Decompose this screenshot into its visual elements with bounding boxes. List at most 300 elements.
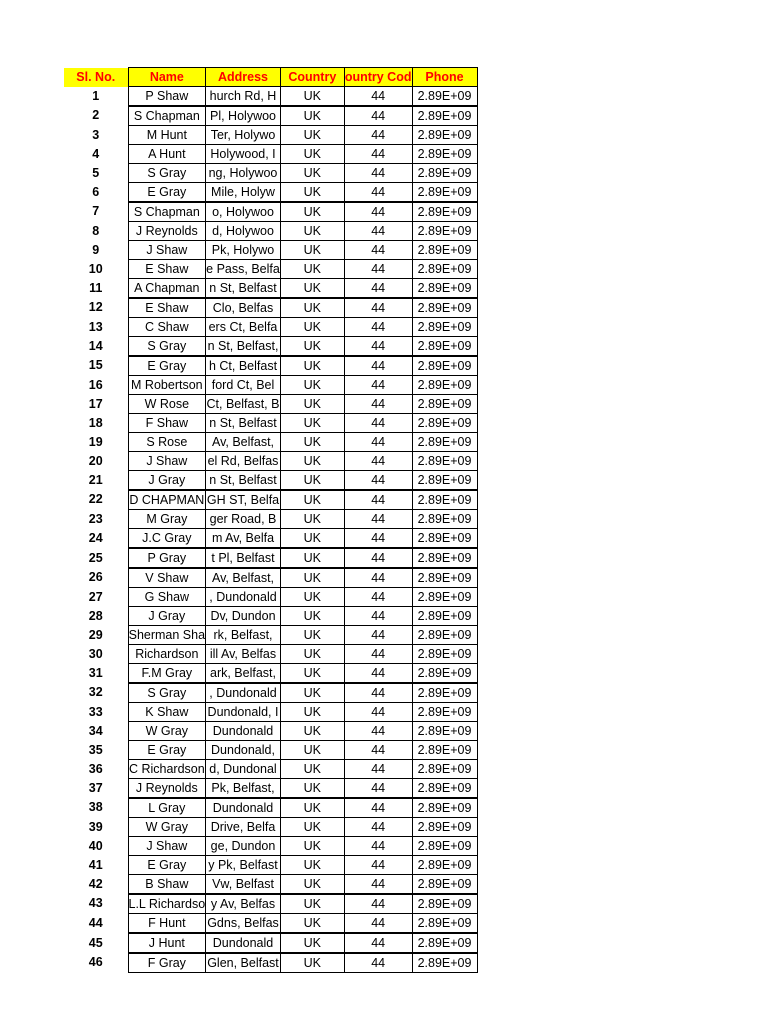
- cell-address[interactable]: [206, 875, 281, 895]
- cell-country-code[interactable]: [344, 626, 412, 645]
- cell-country-code[interactable]: [344, 548, 412, 568]
- cell-phone[interactable]: [412, 953, 477, 973]
- cell-country-code[interactable]: [344, 183, 412, 203]
- row-sl-no[interactable]: [64, 568, 128, 588]
- cell-country-code[interactable]: [344, 471, 412, 491]
- row-sl-no-text: 21: [88, 472, 103, 487]
- row-sl-no[interactable]: [64, 818, 128, 837]
- cell-name[interactable]: [128, 183, 206, 203]
- row-sl-no-text: 1: [92, 88, 100, 103]
- cell-country[interactable]: [280, 279, 344, 299]
- cell-name[interactable]: [128, 664, 206, 684]
- cell-country[interactable]: [280, 356, 344, 376]
- cell-address[interactable]: [206, 376, 281, 395]
- cell-phone[interactable]: [412, 452, 477, 471]
- cell-address[interactable]: [206, 664, 281, 684]
- cell-phone[interactable]: [412, 433, 477, 452]
- cell-name[interactable]: [128, 798, 206, 818]
- cell-country-code[interactable]: [344, 588, 412, 607]
- cell-country-code[interactable]: [344, 279, 412, 299]
- row-sl-no[interactable]: [64, 164, 128, 183]
- cell-name[interactable]: [128, 452, 206, 471]
- cell-phone[interactable]: [412, 933, 477, 953]
- cell-country[interactable]: [280, 779, 344, 799]
- cell-name[interactable]: [128, 933, 206, 953]
- cell-address[interactable]: [206, 164, 281, 183]
- header-country-code[interactable]: [344, 68, 412, 87]
- cell-name[interactable]: [128, 241, 206, 260]
- cell-address[interactable]: [206, 529, 281, 549]
- cell-name[interactable]: [128, 953, 206, 973]
- row-sl-no[interactable]: [64, 664, 128, 684]
- cell-phone[interactable]: [412, 664, 477, 684]
- row-sl-no[interactable]: [64, 414, 128, 433]
- cell-country-code[interactable]: [344, 914, 412, 934]
- cell-country-code[interactable]: [344, 510, 412, 529]
- row-sl-no[interactable]: [64, 933, 128, 953]
- cell-country-code[interactable]: [344, 683, 412, 703]
- cell-phone[interactable]: [412, 510, 477, 529]
- cell-phone[interactable]: [412, 395, 477, 414]
- cell-country-code[interactable]: [344, 664, 412, 684]
- header-sl-no[interactable]: Sl. No.: [64, 68, 128, 87]
- row-sl-no[interactable]: [64, 779, 128, 799]
- cell-phone[interactable]: [412, 183, 477, 203]
- cell-country-code[interactable]: [344, 395, 412, 414]
- cell-address[interactable]: [206, 818, 281, 837]
- cell-name[interactable]: [128, 645, 206, 664]
- cell-country-code[interactable]: [344, 933, 412, 953]
- cell-name[interactable]: [128, 356, 206, 376]
- row-sl-no[interactable]: [64, 241, 128, 260]
- cell-name[interactable]: [128, 779, 206, 799]
- row-sl-no-text: 13: [88, 319, 103, 334]
- row-sl-no[interactable]: [64, 202, 128, 222]
- cell-country-code[interactable]: [344, 722, 412, 741]
- cell-address[interactable]: [206, 414, 281, 433]
- cell-country[interactable]: [280, 318, 344, 337]
- cell-phone[interactable]: [412, 529, 477, 549]
- cell-address[interactable]: [206, 202, 281, 222]
- cell-phone[interactable]: [412, 548, 477, 568]
- cell-country-code[interactable]: [344, 260, 412, 279]
- row-sl-no[interactable]: [64, 875, 128, 895]
- cell-country[interactable]: [280, 126, 344, 145]
- cell-phone[interactable]: [412, 645, 477, 664]
- cell-phone[interactable]: [412, 376, 477, 395]
- cell-name[interactable]: [128, 875, 206, 895]
- cell-country[interactable]: [280, 664, 344, 684]
- row-sl-no-text: 40: [88, 838, 103, 853]
- cell-country-code[interactable]: [344, 376, 412, 395]
- row-sl-no-text: 37: [88, 780, 103, 795]
- cell-country[interactable]: [280, 588, 344, 607]
- cell-country[interactable]: [280, 164, 344, 183]
- cell-phone[interactable]: [412, 126, 477, 145]
- cell-phone[interactable]: [412, 318, 477, 337]
- row-sl-no[interactable]: [64, 548, 128, 568]
- cell-phone[interactable]: [412, 760, 477, 779]
- cell-phone[interactable]: [412, 356, 477, 376]
- row-sl-no[interactable]: [64, 337, 128, 357]
- cell-phone[interactable]: [412, 337, 477, 357]
- cell-name[interactable]: [128, 741, 206, 760]
- cell-phone[interactable]: [412, 260, 477, 279]
- cell-name[interactable]: [128, 433, 206, 452]
- row-sl-no[interactable]: [64, 588, 128, 607]
- cell-address[interactable]: [206, 395, 281, 414]
- cell-address[interactable]: [206, 683, 281, 703]
- cell-country[interactable]: [280, 645, 344, 664]
- cell-address[interactable]: [206, 337, 281, 357]
- cell-name[interactable]: [128, 588, 206, 607]
- cell-phone[interactable]: [412, 241, 477, 260]
- cell-phone-text: 2.89E+09: [417, 857, 472, 872]
- cell-country-code[interactable]: [344, 741, 412, 760]
- cell-address[interactable]: [206, 87, 281, 107]
- cell-address[interactable]: [206, 241, 281, 260]
- cell-country-code[interactable]: [344, 452, 412, 471]
- cell-country-code[interactable]: [344, 894, 412, 914]
- cell-name[interactable]: [128, 376, 206, 395]
- cell-country[interactable]: [280, 222, 344, 241]
- cell-address[interactable]: [206, 741, 281, 760]
- row-sl-no[interactable]: [64, 279, 128, 299]
- cell-name[interactable]: [128, 414, 206, 433]
- cell-country[interactable]: [280, 452, 344, 471]
- row-sl-no[interactable]: [64, 798, 128, 818]
- cell-phone[interactable]: [412, 626, 477, 645]
- cell-country[interactable]: [280, 183, 344, 203]
- cell-country-code[interactable]: [344, 318, 412, 337]
- cell-country-code[interactable]: [344, 222, 412, 241]
- cell-name[interactable]: [128, 529, 206, 549]
- row-sl-no[interactable]: [64, 87, 128, 107]
- cell-country[interactable]: [280, 414, 344, 433]
- cell-address[interactable]: [206, 607, 281, 626]
- cell-address[interactable]: [206, 645, 281, 664]
- cell-country-code[interactable]: [344, 875, 412, 895]
- row-sl-no[interactable]: [64, 607, 128, 626]
- cell-country[interactable]: [280, 875, 344, 895]
- cell-country-code[interactable]: [344, 202, 412, 222]
- cell-name[interactable]: [128, 279, 206, 299]
- cell-country[interactable]: [280, 433, 344, 452]
- cell-address[interactable]: [206, 779, 281, 799]
- cell-country[interactable]: [280, 298, 344, 318]
- cell-country-code[interactable]: [344, 645, 412, 664]
- cell-address[interactable]: [206, 568, 281, 588]
- cell-country-code[interactable]: [344, 414, 412, 433]
- cell-name[interactable]: [128, 510, 206, 529]
- cell-address[interactable]: [206, 471, 281, 491]
- cell-name[interactable]: [128, 722, 206, 741]
- cell-phone[interactable]: [412, 87, 477, 107]
- cell-address[interactable]: [206, 548, 281, 568]
- cell-phone[interactable]: [412, 279, 477, 299]
- header-name[interactable]: Name: [128, 68, 206, 87]
- cell-name[interactable]: [128, 837, 206, 856]
- row-sl-no[interactable]: [64, 106, 128, 126]
- cell-country[interactable]: [280, 626, 344, 645]
- cell-country-text: UK: [303, 723, 322, 738]
- row-sl-no[interactable]: [64, 356, 128, 376]
- cell-name[interactable]: [128, 490, 206, 510]
- cell-phone[interactable]: [412, 818, 477, 837]
- cell-country[interactable]: [280, 490, 344, 510]
- row-sl-no[interactable]: [64, 145, 128, 164]
- row-sl-no[interactable]: [64, 452, 128, 471]
- row-sl-no[interactable]: [64, 837, 128, 856]
- cell-country-code[interactable]: [344, 298, 412, 318]
- cell-country[interactable]: [280, 241, 344, 260]
- cell-address[interactable]: [206, 933, 281, 953]
- cell-address[interactable]: [206, 106, 281, 126]
- cell-address[interactable]: [206, 490, 281, 510]
- row-sl-no[interactable]: [64, 318, 128, 337]
- cell-phone[interactable]: [412, 588, 477, 607]
- cell-address[interactable]: [206, 510, 281, 529]
- cell-address[interactable]: [206, 798, 281, 818]
- row-sl-no[interactable]: [64, 894, 128, 914]
- cell-address[interactable]: [206, 279, 281, 299]
- cell-name[interactable]: [128, 87, 206, 107]
- cell-name[interactable]: [128, 222, 206, 241]
- cell-name[interactable]: [128, 337, 206, 357]
- cell-country[interactable]: [280, 337, 344, 357]
- header-country[interactable]: Country: [280, 68, 344, 87]
- cell-country[interactable]: [280, 933, 344, 953]
- cell-country-code[interactable]: [344, 779, 412, 799]
- cell-country[interactable]: [280, 87, 344, 107]
- cell-address[interactable]: [206, 433, 281, 452]
- cell-address[interactable]: [206, 856, 281, 875]
- row-sl-no[interactable]: [64, 703, 128, 722]
- cell-address[interactable]: [206, 626, 281, 645]
- cell-address[interactable]: [206, 837, 281, 856]
- cell-name[interactable]: [128, 260, 206, 279]
- cell-name[interactable]: [128, 856, 206, 875]
- row-sl-no[interactable]: [64, 260, 128, 279]
- cell-phone[interactable]: [412, 894, 477, 914]
- cell-country-code[interactable]: [344, 837, 412, 856]
- cell-country-code[interactable]: [344, 145, 412, 164]
- cell-address[interactable]: [206, 183, 281, 203]
- cell-phone[interactable]: [412, 914, 477, 934]
- row-sl-no[interactable]: [64, 490, 128, 510]
- cell-name[interactable]: [128, 894, 206, 914]
- cell-phone[interactable]: [412, 722, 477, 741]
- cell-name[interactable]: [128, 548, 206, 568]
- cell-name[interactable]: [128, 202, 206, 222]
- cell-country-code[interactable]: [344, 568, 412, 588]
- cell-phone[interactable]: [412, 414, 477, 433]
- cell-address[interactable]: [206, 953, 281, 973]
- cell-country[interactable]: [280, 376, 344, 395]
- cell-phone[interactable]: [412, 875, 477, 895]
- cell-name[interactable]: [128, 568, 206, 588]
- cell-name[interactable]: [128, 683, 206, 703]
- cell-country[interactable]: [280, 607, 344, 626]
- cell-country[interactable]: [280, 471, 344, 491]
- row-sl-no[interactable]: [64, 510, 128, 529]
- cell-phone[interactable]: [412, 490, 477, 510]
- cell-country-code[interactable]: [344, 798, 412, 818]
- cell-country[interactable]: [280, 741, 344, 760]
- cell-address[interactable]: [206, 260, 281, 279]
- cell-name[interactable]: [128, 703, 206, 722]
- cell-name[interactable]: [128, 914, 206, 934]
- cell-country-code[interactable]: [344, 106, 412, 126]
- cell-address[interactable]: [206, 452, 281, 471]
- cell-phone[interactable]: [412, 798, 477, 818]
- cell-country-code-text: 44: [371, 146, 386, 161]
- cell-phone[interactable]: [412, 856, 477, 875]
- row-sl-no[interactable]: [64, 395, 128, 414]
- cell-name[interactable]: [128, 318, 206, 337]
- row-sl-no[interactable]: [64, 953, 128, 973]
- cell-country[interactable]: [280, 510, 344, 529]
- cell-name[interactable]: [128, 298, 206, 318]
- cell-phone[interactable]: [412, 471, 477, 491]
- row-sl-no[interactable]: [64, 183, 128, 203]
- cell-address[interactable]: [206, 894, 281, 914]
- row-sl-no[interactable]: [64, 222, 128, 241]
- cell-country-code[interactable]: [344, 356, 412, 376]
- cell-country[interactable]: [280, 548, 344, 568]
- cell-name[interactable]: [128, 760, 206, 779]
- cell-phone[interactable]: [412, 683, 477, 703]
- cell-country[interactable]: [280, 856, 344, 875]
- cell-name-text: W Gray: [145, 819, 189, 834]
- row-sl-no[interactable]: [64, 683, 128, 703]
- row-sl-no-text: 24: [88, 530, 103, 545]
- cell-name[interactable]: [128, 471, 206, 491]
- cell-phone[interactable]: [412, 202, 477, 222]
- cell-address-text: e Pass, Belfa: [206, 261, 280, 276]
- row-sl-no[interactable]: [64, 433, 128, 452]
- cell-country[interactable]: [280, 703, 344, 722]
- row-sl-no[interactable]: [64, 376, 128, 395]
- cell-phone[interactable]: [412, 837, 477, 856]
- row-sl-no[interactable]: [64, 626, 128, 645]
- header-address[interactable]: Address: [206, 68, 281, 87]
- cell-phone[interactable]: [412, 222, 477, 241]
- cell-address[interactable]: [206, 318, 281, 337]
- cell-country-code[interactable]: [344, 760, 412, 779]
- cell-country[interactable]: [280, 106, 344, 126]
- row-sl-no[interactable]: [64, 760, 128, 779]
- cell-country-code[interactable]: [344, 126, 412, 145]
- cell-country[interactable]: [280, 145, 344, 164]
- cell-country-code[interactable]: [344, 87, 412, 107]
- cell-address[interactable]: [206, 222, 281, 241]
- cell-country[interactable]: [280, 798, 344, 818]
- cell-phone[interactable]: [412, 779, 477, 799]
- cell-name[interactable]: [128, 145, 206, 164]
- cell-address[interactable]: [206, 126, 281, 145]
- cell-phone[interactable]: [412, 741, 477, 760]
- cell-phone[interactable]: [412, 145, 477, 164]
- table-row: [64, 87, 477, 107]
- cell-country-code-text: 44: [371, 88, 386, 103]
- cell-country[interactable]: [280, 529, 344, 549]
- cell-address[interactable]: [206, 760, 281, 779]
- cell-country[interactable]: [280, 260, 344, 279]
- row-sl-no[interactable]: [64, 298, 128, 318]
- cell-country-code-text: 44: [371, 453, 386, 468]
- cell-country[interactable]: [280, 395, 344, 414]
- cell-address[interactable]: [206, 703, 281, 722]
- row-sl-no[interactable]: [64, 645, 128, 664]
- row-sl-no-text: 41: [88, 857, 103, 872]
- cell-address[interactable]: [206, 298, 281, 318]
- cell-address[interactable]: [206, 356, 281, 376]
- cell-phone[interactable]: [412, 607, 477, 626]
- cell-name[interactable]: [128, 818, 206, 837]
- row-sl-no[interactable]: [64, 471, 128, 491]
- row-sl-no[interactable]: [64, 914, 128, 934]
- cell-country[interactable]: [280, 722, 344, 741]
- cell-address[interactable]: [206, 914, 281, 934]
- cell-address-text: Dv, Dundon: [210, 608, 276, 623]
- row-sl-no[interactable]: [64, 741, 128, 760]
- cell-phone[interactable]: [412, 106, 477, 126]
- row-sl-no[interactable]: [64, 856, 128, 875]
- cell-address[interactable]: [206, 588, 281, 607]
- cell-phone[interactable]: [412, 298, 477, 318]
- cell-name[interactable]: [128, 106, 206, 126]
- cell-country-code[interactable]: [344, 164, 412, 183]
- header-phone[interactable]: Phone: [412, 68, 477, 87]
- cell-country[interactable]: [280, 568, 344, 588]
- cell-country-code[interactable]: [344, 856, 412, 875]
- cell-address[interactable]: [206, 145, 281, 164]
- cell-country-code[interactable]: [344, 703, 412, 722]
- row-sl-no[interactable]: [64, 126, 128, 145]
- cell-country[interactable]: [280, 683, 344, 703]
- cell-country[interactable]: [280, 202, 344, 222]
- cell-name[interactable]: [128, 164, 206, 183]
- cell-phone[interactable]: [412, 164, 477, 183]
- cell-country-code[interactable]: [344, 337, 412, 357]
- cell-name[interactable]: [128, 395, 206, 414]
- cell-country-code[interactable]: [344, 953, 412, 973]
- cell-country-code[interactable]: [344, 529, 412, 549]
- cell-country[interactable]: [280, 818, 344, 837]
- cell-name-text: P Gray: [147, 550, 187, 565]
- cell-country[interactable]: [280, 837, 344, 856]
- cell-country[interactable]: [280, 760, 344, 779]
- cell-phone[interactable]: [412, 568, 477, 588]
- row-sl-no[interactable]: [64, 722, 128, 741]
- cell-name[interactable]: [128, 626, 206, 645]
- row-sl-no[interactable]: [64, 529, 128, 549]
- cell-name[interactable]: [128, 607, 206, 626]
- cell-country[interactable]: [280, 894, 344, 914]
- cell-country-code[interactable]: [344, 818, 412, 837]
- cell-country-code[interactable]: [344, 241, 412, 260]
- cell-country[interactable]: [280, 914, 344, 934]
- cell-address[interactable]: [206, 722, 281, 741]
- cell-country-code[interactable]: [344, 433, 412, 452]
- row-sl-no-text: 6: [92, 184, 100, 199]
- cell-country[interactable]: [280, 953, 344, 973]
- cell-name[interactable]: [128, 126, 206, 145]
- cell-phone[interactable]: [412, 703, 477, 722]
- cell-country-code[interactable]: [344, 607, 412, 626]
- cell-country-code[interactable]: [344, 490, 412, 510]
